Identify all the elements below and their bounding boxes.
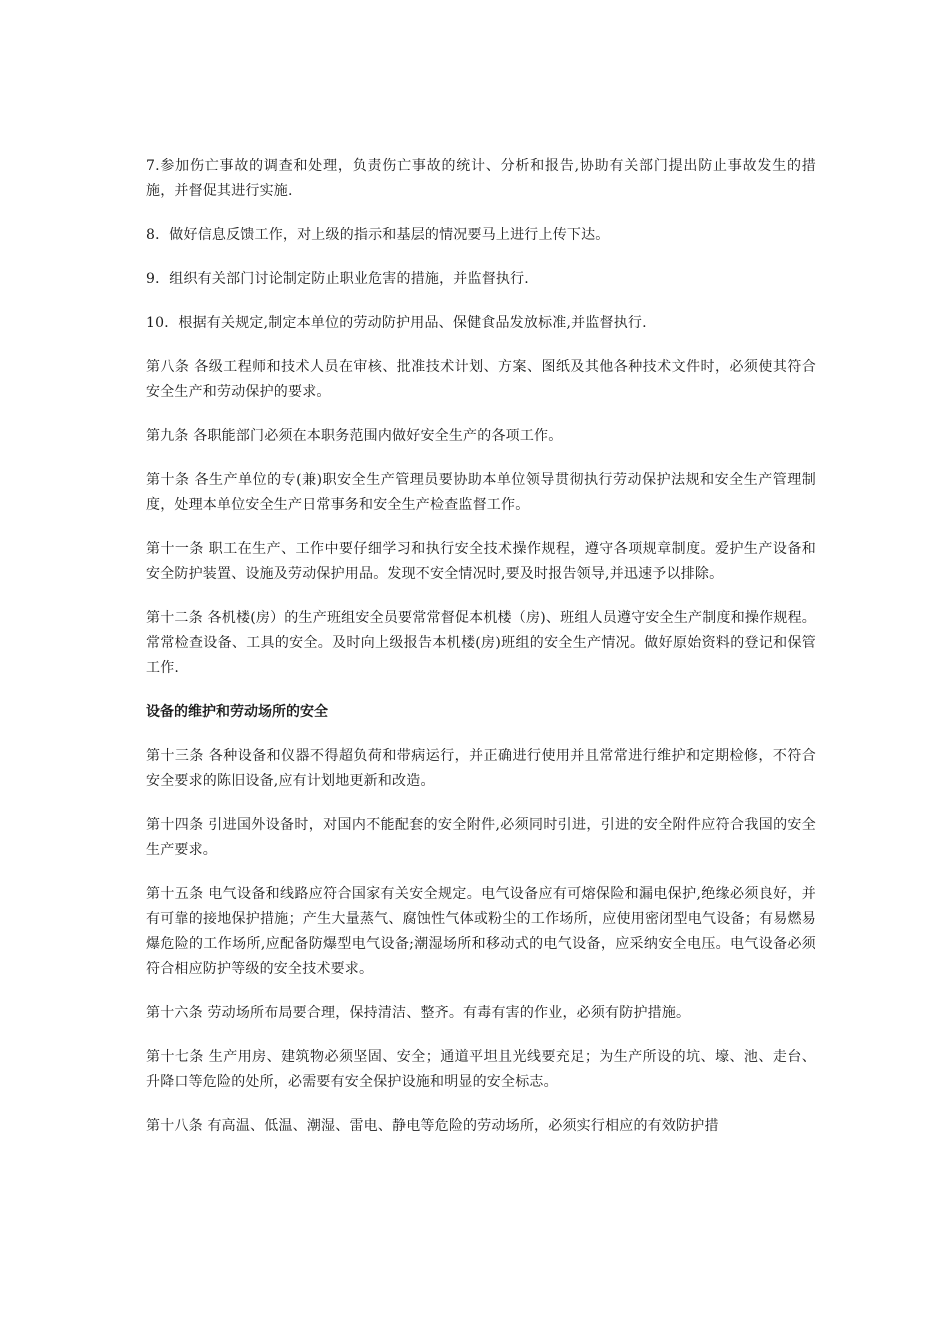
paragraph-item-8: 8．做好信息反馈工作，对上级的指示和基层的情况要马上进行上传下达。 xyxy=(146,227,610,243)
paragraph-article-8: 第八条 各级工程师和技术人员在审核、批准技术计划、方案、图纸及其他各种技术文件时，必须使其符合安全生产和劳动保护的要求。 xyxy=(146,359,816,400)
section-heading: 设备的维护和劳动场所的安全 xyxy=(146,704,328,720)
paragraph-article-16: 第十六条 劳动场所布局要合理，保持清洁、整齐。有毒有害的作业，必须有防护措施。 xyxy=(146,1005,691,1021)
paragraph-item-10: 10．根据有关规定,制定本单位的劳动防护用品、保健食品发放标准,并监督执行. xyxy=(146,315,647,331)
paragraph-article-15: 第十五条 电气设备和线路应符合国家有关安全规定。电气设备应有可熔保险和漏电保护,绝缘必须良好，并有可靠的接地保护措施；产生大量蒸气、腐蚀性气体或粉尘的工作场所，应使用密闭型电气设备；有易燃易爆危险的工作场所,应配备防爆型电气设备;潮湿场所和移动式的电气设备，应采纳安全电压。电气设备必须符合相应防护等级的安全技术要求。 xyxy=(146,886,816,977)
paragraph-item-9: 9．组织有关部门讨论制定防止职业危害的措施，并监督执行. xyxy=(146,271,529,287)
paragraph-article-11: 第十一条 职工在生产、工作中要仔细学习和执行安全技术操作规程，遵守各项规章制度。爱护生产设备和安全防护装置、设施及劳动保护用品。发现不安全情况时,要及时报告领导,并迅速予以排除。 xyxy=(146,541,816,582)
paragraph-article-14: 第十四条 引进国外设备时，对国内不能配套的安全附件,必须同时引进，引进的安全附件应符合我国的安全生产要求。 xyxy=(146,817,816,858)
paragraph-article-10: 第十条 各生产单位的专(兼)职安全生产管理员要协助本单位领导贯彻执行劳动保护法规和安全生产管理制度，处理本单位安全生产日常事务和安全生产检查监督工作。 xyxy=(146,472,816,513)
paragraph-article-9: 第九条 各职能部门必须在本职务范围内做好安全生产的各项工作。 xyxy=(146,428,563,444)
document-page xyxy=(146,154,816,1158)
paragraph-article-18: 第十八条 有高温、低温、潮湿、雷电、静电等危险的劳动场所，必须实行相应的有效防护措 xyxy=(146,1118,719,1134)
paragraph-article-12: 第十二条 各机楼(房）的生产班组安全员要常常督促本机楼（房)、班组人员遵守安全生产制度和操作规程。常常检查设备、工具的安全。及时向上级报告本机楼(房)班组的安全生产情况。做好原始资料的登记和保管工作. xyxy=(146,610,816,676)
paragraph-item-7: 7.参加伤亡事故的调查和处理，负责伤亡事故的统计、分析和报告,协助有关部门提出防止事故发生的措施，并督促其进行实施. xyxy=(146,158,816,199)
paragraph-article-17: 第十七条 生产用房、建筑物必须坚固、安全；通道平坦且光线要充足；为生产所设的坑、壕、池、走台、升降口等危险的处所，必需要有安全保护设施和明显的安全标志。 xyxy=(146,1049,816,1090)
paragraph-article-13: 第十三条 各种设备和仪器不得超负荷和带病运行，并正确进行使用并且常常进行维护和定期检修，不符合安全要求的陈旧设备,应有计划地更新和改造。 xyxy=(146,748,816,789)
